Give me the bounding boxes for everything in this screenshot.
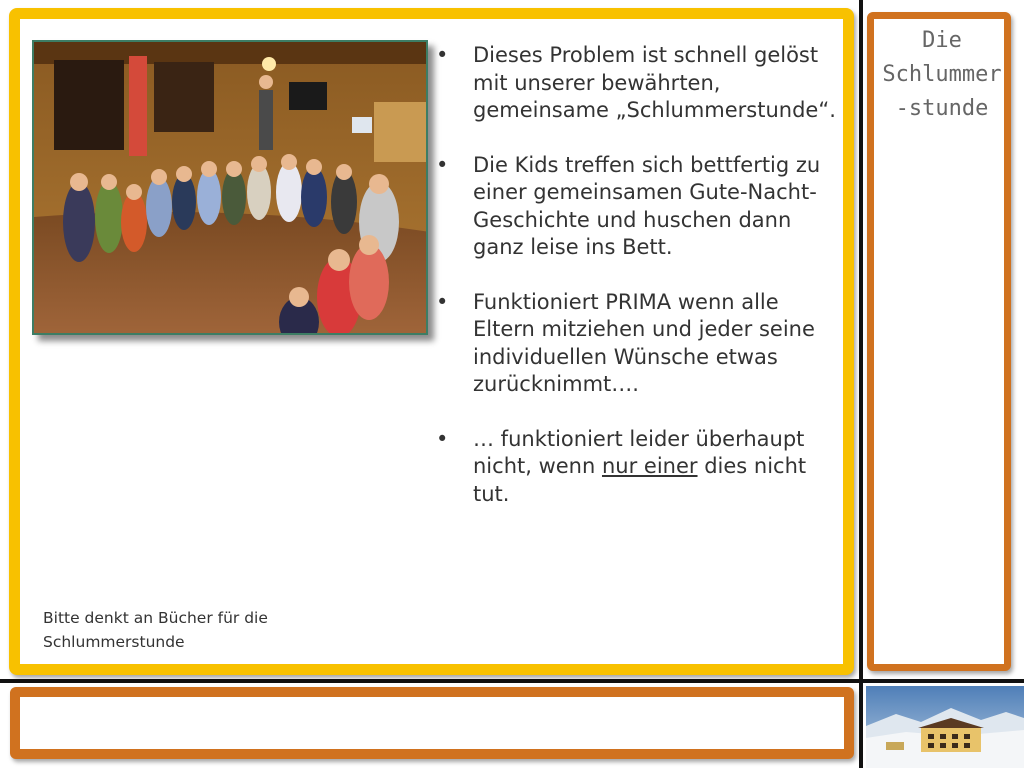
bullet-text-before: … funktioniert leider überhaupt nicht, wenn xyxy=(473,426,805,478)
bullet-list xyxy=(436,42,838,535)
horizontal-divider xyxy=(0,679,1024,683)
bullet-item xyxy=(436,42,838,125)
group-photo-icon xyxy=(34,42,428,335)
bullet-symbol: • xyxy=(436,426,449,451)
bullet-text: Dieses Problem ist schnell gelöst mit unserer bewährten, gemeinsame „Schlummerstunde“. xyxy=(473,43,836,122)
bullet-item xyxy=(436,289,838,399)
hotel-thumbnail xyxy=(866,686,1024,768)
bullet-item xyxy=(436,426,838,509)
bullet-symbol: • xyxy=(436,289,449,314)
bullet-underlined-text: nur einer xyxy=(601,454,698,478)
mountain-hotel-icon xyxy=(866,686,1024,768)
bullet-text: Die Kids treffen sich bettfertig zu einer gemeinsamen Gute-Nacht-Geschichte und huschen dann ganz leise ins Bett. xyxy=(473,152,821,259)
bullet-item xyxy=(436,152,838,262)
bullet-symbol: • xyxy=(436,152,449,177)
bullet-symbol: • xyxy=(436,43,449,67)
bullet-text: Funktioniert PRIMA wenn alle Eltern mitziehen und jeder seine individuellen Wünsche etwas zurücknimmt…. xyxy=(473,289,815,396)
bottom-frame xyxy=(10,687,854,759)
slide-title: Die Schlummer -stunde xyxy=(882,28,1002,121)
footnote: Bitte denkt an Bücher für die Schlummerstunde xyxy=(43,609,268,651)
group-photo xyxy=(32,40,428,335)
bullet-text-after: dies nicht tut. xyxy=(473,454,807,506)
bullet-text xyxy=(473,427,806,506)
